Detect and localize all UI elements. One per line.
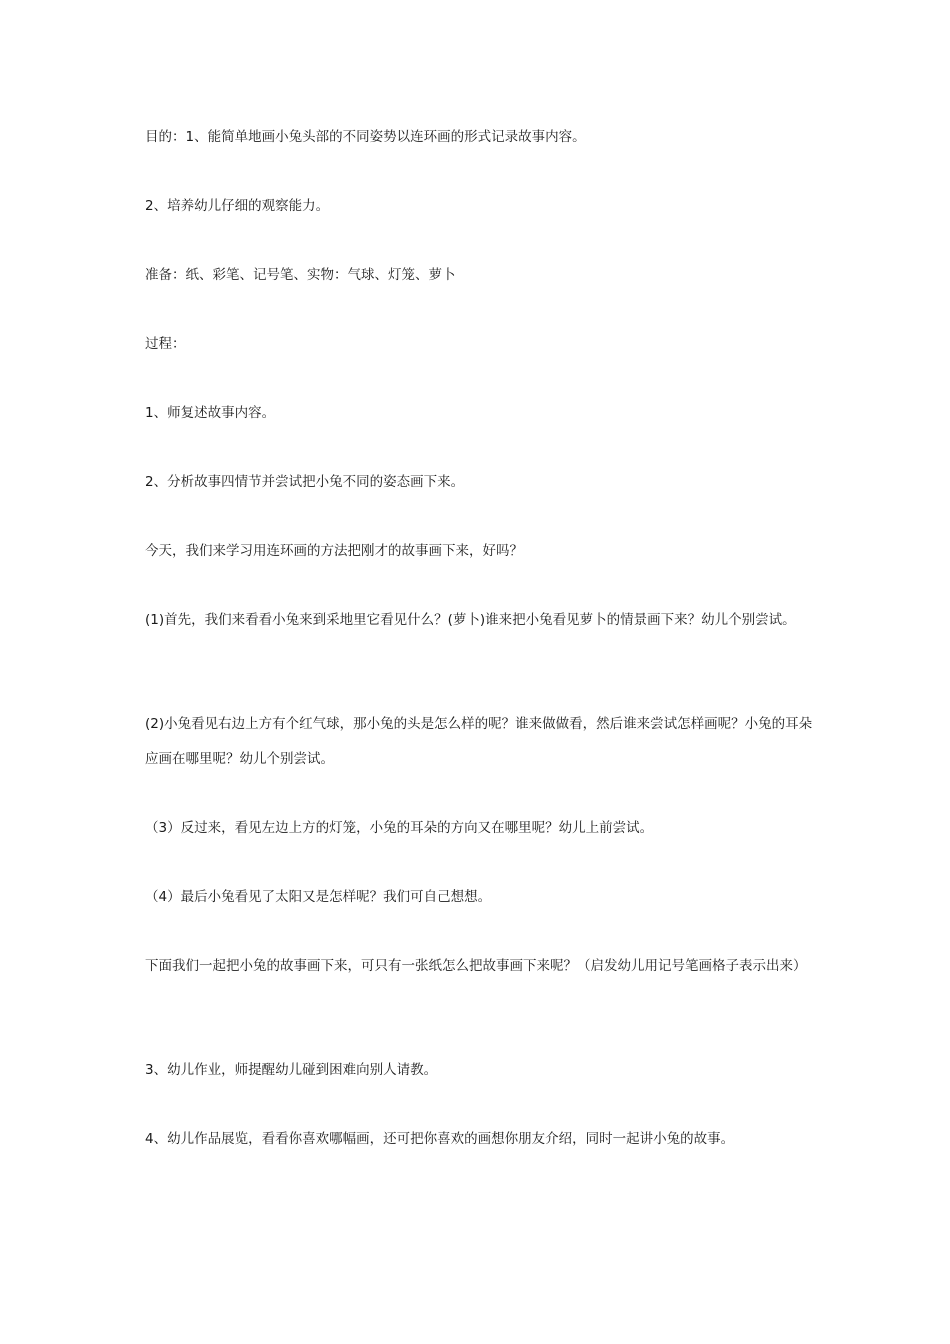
paragraph-substep-3: （3）反过来，看见左边上方的灯笼，小兔的耳朵的方向又在哪里呢？幼儿上前尝试。 [145,820,654,836]
paragraph-draw-story: 下面我们一起把小兔的故事画下来，可只有一张纸怎么把故事画下来呢？（启发幼儿用记号笔画格子表示出来） [145,958,807,974]
paragraph-step-3: 3、幼儿作业，师提醒幼儿碰到困难向别人请教。 [145,1062,438,1078]
paragraph-goal-2: 2、培养幼儿仔细的观察能力。 [145,198,330,214]
paragraph-preparation: 准备：纸、彩笔、记号笔、实物：气球、灯笼、萝卜 [145,267,456,283]
paragraph-goal-1: 目的：1、能简单地画小兔头部的不同姿势以连环画的形式记录故事内容。 [145,129,586,145]
paragraph-step-4: 4、幼儿作品展览，看看你喜欢哪幅画，还可把你喜欢的画想你朋友介绍，同时一起讲小兔的故事。 [145,1131,735,1147]
paragraph-substep-4: （4）最后小兔看见了太阳又是怎样呢？我们可自己想想。 [145,889,492,905]
paragraph-step-1: 1、师复述故事内容。 [145,405,276,421]
paragraph-step-2: 2、分析故事四情节并尝试把小兔不同的姿态画下来。 [145,474,465,490]
paragraph-substep-1: (1)首先，我们来看看小兔来到采地里它看见什么？(萝卜)谁来把小兔看见萝卜的情景画下来？幼儿个别尝试。 [145,612,796,628]
paragraph-process-heading: 过程： [145,336,186,352]
paragraph-intro: 今天，我们来学习用连环画的方法把刚才的故事画下来，好吗？ [145,543,523,559]
paragraph-substep-2: (2)小兔看见右边上方有个红气球，那小兔的头是怎么样的呢？谁来做做看，然后谁来尝试怎样画呢？小兔的耳朵应画在哪里呢？幼儿个别尝试。 [145,716,813,767]
